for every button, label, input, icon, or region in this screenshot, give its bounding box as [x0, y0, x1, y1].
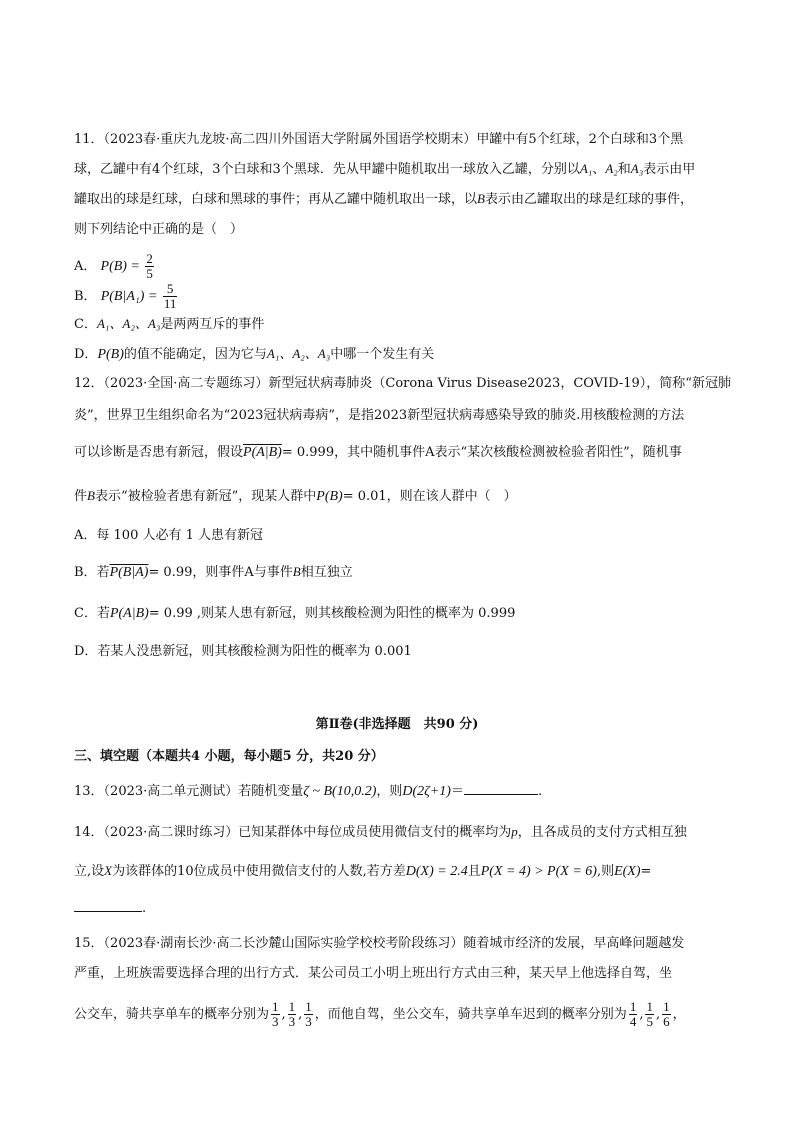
fraction: $\frac{2}{5}$: [146, 251, 153, 281]
q11-option-d: D．P(B)的值不能确定，因为它与A₁、A₂、A₃中哪一个发生有关: [74, 346, 435, 362]
q11-option-b: B． P(B|A₁) = $\frac{5}{11}$: [74, 281, 177, 311]
q15-line2: 严重，上班族需要选择合理的出行方式．某公司员工小明上班出行方式由三种，某天早上他选择自驾，坐: [74, 966, 673, 981]
q12-line3: 可以诊断是否患有新冠，假设P(A|B)= 0.999，其中随机事件A表示“某次核酸检测被检验者阳性”，随机事: [74, 445, 682, 460]
answer-blank: [464, 782, 538, 795]
answer-blank: [74, 899, 142, 912]
q12-option-a: A．每 100 人必有 1 人患有新冠: [74, 528, 264, 543]
fraction: $\frac{5}{11}$: [163, 281, 177, 311]
q11-line3: 罐取出的球是红球，白球和黑球的事件；再从乙罐中随机取出一球，以B表示由乙罐取出的球是红球的事件，: [74, 191, 693, 207]
q11-option-c: C．A₁、A₂、A₃是两两互斥的事件: [74, 316, 265, 332]
fraction: $\frac{1}{3}$: [272, 999, 279, 1029]
q12-option-b: B．若P(B|A)= 0.99，则事件A与事件B相互独立: [74, 564, 353, 580]
q11-line2: 球，乙罐中有4个红球，3个白球和3个黑球．先从甲罐中随机取出一球放入乙罐，分别以A₁、A₂和A₃表示由甲: [74, 161, 696, 177]
q14-line1: 14．（2023·高二课时练习）已知某群体中每位成员使用微信支付的概率均为p，且各成员的支付方式相互独: [74, 824, 687, 840]
event-a1: A₁: [579, 161, 593, 176]
fraction: $\frac{1}{3}$: [305, 999, 312, 1029]
q11-line1: 11．（2023春·重庆九龙坡·高二四川外国语大学附属外国语学校期末）甲罐中有5个红球，2个白球和3个黑: [74, 132, 684, 147]
q11-option-a: A． P(B) = $\frac{2}{5}$: [74, 251, 153, 281]
q12-line1: 12．（2023·全国·高二专题练习）新型冠状病毒肺炎（Corona Virus Disease2023，COVID-19），简称“新冠肺: [74, 376, 731, 391]
q14-line2: 立,设X为该群体的10位成员中使用微信支付的人数,若方差D(X) = 2.4且P(X = 4) > P(X = 6),则E(X)=: [74, 863, 652, 879]
event-a3: A₃: [630, 161, 644, 176]
q12-line2: 炎”，世界卫生组织命名为“2023冠状病毒病”，是指2023新型冠状病毒感染导致的肺炎.用核酸检测的方法: [74, 408, 685, 423]
fraction: $\frac{1}{4}$: [629, 999, 637, 1029]
section-title: 第Ⅱ卷(非选择题 共90 分): [315, 717, 479, 732]
fraction: $\frac{1}{5}$: [646, 999, 653, 1029]
q12-line4: 件B表示“被检验者患有新冠”，现某人群中P(B)= 0.01，则在该人群中（ ）: [74, 488, 517, 504]
q15-line1: 15．（2023春·湖南长沙·高二长沙麓山国际实验学校校考阶段练习）随着城市经济的发展，早高峰问题越发: [74, 936, 685, 951]
q11-line4: 则下列结论中正确的是（ ）: [74, 222, 244, 237]
q14-line3: .: [74, 899, 146, 918]
fraction: $\frac{1}{6}$: [663, 999, 670, 1029]
section-subtitle: 三、填空题（本题共4 小题，每小题5 分，共20 分）: [74, 749, 384, 764]
q12-option-c: C．若P(A|B)= 0.99 ,则某人患有新冠，则其核酸检测为阳性的概率为 0.999: [74, 606, 516, 621]
event-a2: A₂: [605, 161, 618, 176]
q13: 13．（2023·高二单元测试）若随机变量ζ ~ B(10,0.2)，则D(2ζ+1)＝ .: [74, 784, 543, 799]
q12-option-d: D．若某人没患新冠，则其核酸检测为阳性的概率为 0.001: [74, 644, 412, 659]
fraction: $\frac{1}{3}$: [288, 999, 296, 1029]
q15-line3: 公交车，骑共享单车的概率分别为 $\frac{1}{3}$ , $\frac{1}{3}$ , $\frac{1}{3}$ ，而他自驾，坐公交车，骑共享单车迟到的概率分别为 $\frac{1}{4}$ , $\frac{1}{5}$ , $\frac{1}{6}$ ，: [74, 999, 686, 1029]
